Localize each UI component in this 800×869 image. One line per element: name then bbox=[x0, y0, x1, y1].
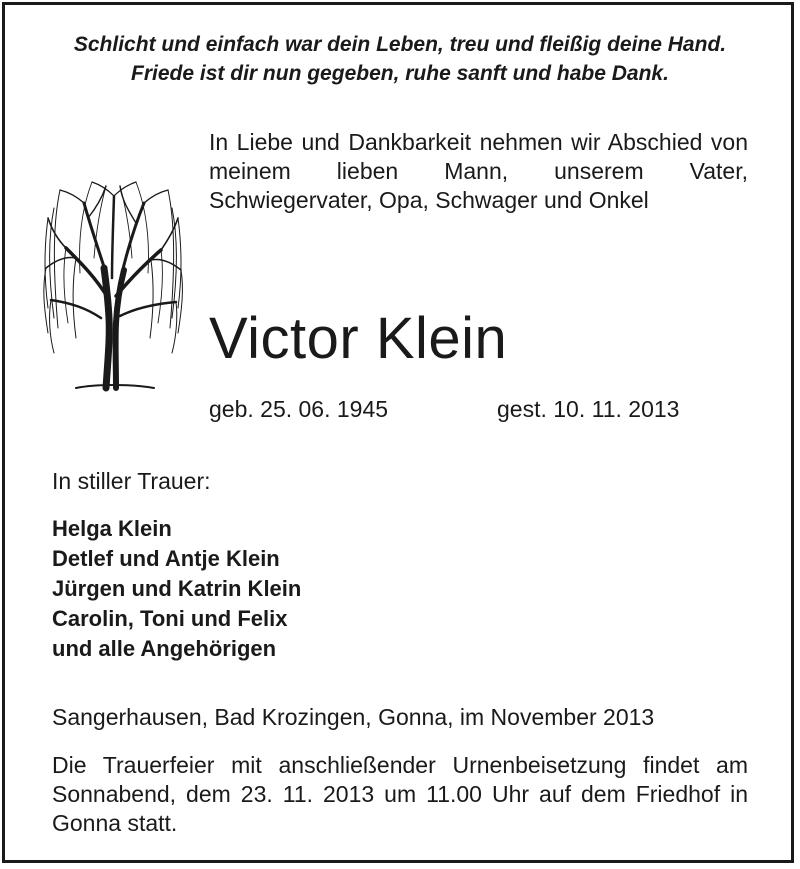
weeping-willow-tree-icon bbox=[36, 178, 188, 392]
life-dates bbox=[209, 393, 680, 425]
mourner-name: Helga Klein bbox=[52, 516, 172, 541]
mourners-list bbox=[52, 514, 301, 664]
mourner-name: Detlef und Antje Klein bbox=[52, 546, 280, 571]
death-date: gest. 10. 11. 2013 bbox=[497, 396, 680, 422]
deceased-name: Victor Klein bbox=[209, 306, 508, 371]
motto-line-1: Schlicht und einfach war dein Leben, treu und fleißig deine Hand. bbox=[73, 33, 727, 56]
place-and-date: Sangerhausen, Bad Krozingen, Gonna, im November 2013 bbox=[52, 704, 655, 730]
mourner-name: und alle Angehörigen bbox=[52, 636, 277, 661]
ceremony-info: Die Trauerfeier mit anschließender Urnenbeisetzung findet am Sonnabend, dem 23. 11. 2013 um 11.00 Uhr auf dem Friedhof in Gonna statt. bbox=[52, 752, 748, 836]
mourner-name: Jürgen und Katrin Klein bbox=[52, 576, 302, 601]
mourning-label: In stiller Trauer: bbox=[52, 468, 211, 494]
motto-line-2: Friede ist dir nun gegeben, ruhe sanft und habe Dank. bbox=[131, 62, 669, 85]
intro-text: In Liebe und Dankbarkeit nehmen wir Abschied von meinem lieben Mann, unserem Vater, Schwiegervater, Opa, Schwager und Onkel bbox=[209, 129, 748, 213]
birth-date: geb. 25. 06. 1945 bbox=[209, 396, 389, 422]
mourner-name: Carolin, Toni und Felix bbox=[52, 606, 288, 631]
motto bbox=[20, 30, 780, 88]
